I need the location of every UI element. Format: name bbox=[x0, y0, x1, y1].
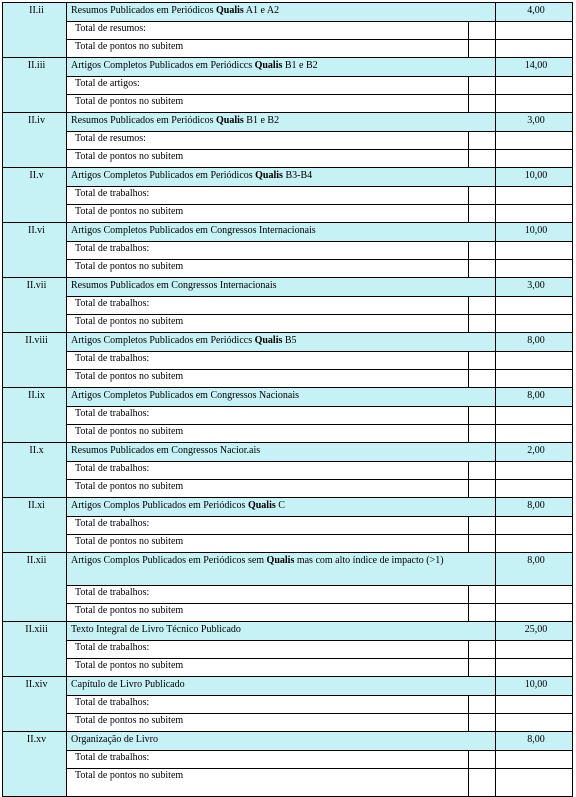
subitem-header-row bbox=[3, 443, 573, 462]
subitem-title bbox=[67, 388, 496, 407]
subitem-count-row bbox=[3, 517, 573, 535]
subitem-points-row bbox=[3, 370, 573, 388]
points-label-text: Total de pontos no subitem bbox=[75, 371, 184, 382]
count-label bbox=[67, 187, 469, 205]
subitem-header-row bbox=[3, 732, 573, 751]
points-total-cell[interactable] bbox=[496, 205, 573, 223]
subitem-title-suffix: B3-B4 bbox=[282, 170, 313, 181]
points-total-cell[interactable] bbox=[496, 535, 573, 553]
count-label-text: Total de trabalhos: bbox=[75, 642, 150, 653]
count-entry-cell[interactable] bbox=[469, 586, 496, 604]
subitem-title-text: Artigos Completos Publicados em Periódicos bbox=[71, 170, 256, 181]
count-label bbox=[67, 586, 469, 604]
subitem-title-text: Resumos Publicados em Congressos Nacior.ais bbox=[71, 445, 261, 456]
subitem-header-row bbox=[3, 333, 573, 352]
subitem-title-text: Resumos Publicados em Congressos Internacionais bbox=[71, 280, 277, 291]
subitem-code-text: II.xv bbox=[26, 734, 47, 745]
points-total-cell[interactable] bbox=[496, 260, 573, 278]
subitem-title bbox=[67, 443, 496, 462]
points-label-text: Total de pontos no subitem bbox=[75, 715, 184, 726]
subitem-code bbox=[3, 553, 67, 622]
count-entry-cell[interactable] bbox=[469, 407, 496, 425]
subitem-count-row bbox=[3, 407, 573, 425]
subitem-points-row bbox=[3, 714, 573, 732]
count-total-cell[interactable] bbox=[496, 407, 573, 425]
subitem-code-text: II.xii bbox=[26, 555, 47, 566]
points-total-cell[interactable] bbox=[496, 95, 573, 113]
subitem-code-text: II.iii bbox=[27, 60, 46, 71]
points-total-cell[interactable] bbox=[496, 480, 573, 498]
subitem-points-value: 10,00 bbox=[524, 170, 548, 181]
points-entry-cell[interactable] bbox=[469, 425, 496, 443]
count-label-text: Total de trabalhos: bbox=[75, 518, 150, 529]
subitem-code-text: II.v bbox=[29, 170, 44, 181]
count-total-cell[interactable] bbox=[496, 696, 573, 714]
points-entry-cell[interactable] bbox=[469, 604, 496, 622]
subitem-points-value: 25,00 bbox=[524, 624, 548, 635]
count-entry-cell[interactable] bbox=[469, 462, 496, 480]
count-label-text: Total de trabalhos: bbox=[75, 697, 150, 708]
count-total-cell[interactable] bbox=[496, 751, 573, 769]
subitem-code bbox=[3, 443, 67, 498]
count-label-text: Total de trabalhos: bbox=[75, 408, 150, 419]
scoring-table-body bbox=[3, 3, 573, 797]
count-total-cell[interactable] bbox=[496, 517, 573, 535]
subitem-points-value: 14,00 bbox=[524, 60, 548, 71]
points-label bbox=[67, 604, 469, 622]
count-total-cell[interactable] bbox=[496, 242, 573, 260]
subitem-points bbox=[496, 58, 573, 77]
count-total-cell[interactable] bbox=[496, 187, 573, 205]
points-label-text: Total de pontos no subitem bbox=[75, 536, 184, 547]
subitem-points bbox=[496, 622, 573, 641]
subitem-title bbox=[67, 553, 496, 586]
points-entry-cell[interactable] bbox=[469, 205, 496, 223]
subitem-title-text: Artigos Complos Publicados em Periódicos sem bbox=[71, 555, 267, 566]
subitem-title-suffix: A1 e A2 bbox=[243, 5, 280, 16]
subitem-title bbox=[67, 223, 496, 242]
count-entry-cell[interactable] bbox=[469, 22, 496, 40]
subitem-count-row bbox=[3, 586, 573, 604]
subitem-title-text: Resumos Publicados em Periódicos bbox=[71, 5, 216, 16]
subitem-points-value: 8,00 bbox=[527, 335, 545, 346]
points-label bbox=[67, 205, 469, 223]
subitem-points bbox=[496, 278, 573, 297]
subitem-title-suffix: mas com alto índice de impacto (>1) bbox=[294, 555, 444, 566]
subitem-points bbox=[496, 3, 573, 22]
count-total-cell[interactable] bbox=[496, 77, 573, 95]
subitem-title-bold: Qualis bbox=[216, 5, 244, 16]
points-label bbox=[67, 425, 469, 443]
points-label bbox=[67, 769, 469, 797]
points-label bbox=[67, 659, 469, 677]
subitem-title-suffix: B1 e B2 bbox=[282, 60, 318, 71]
subitem-title-bold: Qualis bbox=[247, 500, 276, 511]
subitem-code bbox=[3, 498, 67, 553]
count-label-text: Total de resumos: bbox=[75, 23, 146, 34]
points-label-text: Total de pontos no subitem bbox=[75, 151, 184, 162]
subitem-points-row bbox=[3, 95, 573, 113]
count-label-text: Total de trabalhos: bbox=[75, 463, 150, 474]
subitem-title-bold: Qualis bbox=[254, 60, 283, 71]
points-label-text: Total de pontos no subitem bbox=[75, 770, 184, 781]
points-entry-cell[interactable] bbox=[469, 260, 496, 278]
subitem-points bbox=[496, 113, 573, 132]
subitem-points bbox=[496, 553, 573, 586]
subitem-title-bold: Qualis bbox=[255, 170, 283, 181]
subitem-points-row bbox=[3, 480, 573, 498]
subitem-points-value: 8,00 bbox=[527, 500, 545, 511]
subitem-code-text: II.xiii bbox=[25, 624, 48, 635]
subitem-title-text: Artigos Complos Publicados em Periódicos bbox=[71, 500, 248, 511]
subitem-title bbox=[67, 168, 496, 187]
subitem-code-text: II.x bbox=[29, 445, 44, 456]
points-total-cell[interactable] bbox=[496, 40, 573, 58]
subitem-title-text: Organização de Livro bbox=[71, 734, 158, 745]
subitem-count-row bbox=[3, 641, 573, 659]
count-total-cell[interactable] bbox=[496, 641, 573, 659]
subitem-title-bold: Qualis bbox=[266, 555, 295, 566]
subitem-points bbox=[496, 388, 573, 407]
subitem-header-row bbox=[3, 498, 573, 517]
subitem-code bbox=[3, 168, 67, 223]
subitem-points-value: 3,00 bbox=[527, 115, 545, 126]
subitem-header-row bbox=[3, 622, 573, 641]
subitem-code bbox=[3, 58, 67, 113]
subitem-header-row bbox=[3, 388, 573, 407]
subitem-title-suffix: B5 bbox=[282, 335, 297, 346]
count-label bbox=[67, 352, 469, 370]
points-total-cell[interactable] bbox=[496, 659, 573, 677]
count-label bbox=[67, 77, 469, 95]
subitem-count-row bbox=[3, 242, 573, 260]
subitem-title-bold: Qualis bbox=[254, 335, 283, 346]
subitem-points-value: 8,00 bbox=[527, 555, 545, 566]
count-total-cell[interactable] bbox=[496, 132, 573, 150]
subitem-title-text: Texto Integral de Livro Técnico Publicado bbox=[71, 624, 241, 635]
subitem-points-value: 10,00 bbox=[524, 679, 548, 690]
subitem-code bbox=[3, 278, 67, 333]
points-entry-cell[interactable] bbox=[469, 370, 496, 388]
subitem-header-row bbox=[3, 278, 573, 297]
subitem-code-text: II.xi bbox=[28, 500, 45, 511]
subitem-title-text: Artigos Completos Publicados em Periódiccs bbox=[71, 335, 255, 346]
count-label-text: Total de trabalhos: bbox=[75, 243, 150, 254]
subitem-count-row bbox=[3, 696, 573, 714]
points-total-cell[interactable] bbox=[496, 769, 573, 797]
subitem-code-text: II.iv bbox=[28, 115, 45, 126]
points-label bbox=[67, 150, 469, 168]
points-label-text: Total de pontos no subitem bbox=[75, 206, 184, 217]
subitem-header-row bbox=[3, 553, 573, 586]
count-label bbox=[67, 297, 469, 315]
subitem-title bbox=[67, 732, 496, 751]
subitem-title-text: Artigos Completos Publicados em Congressos Nacionais bbox=[71, 390, 300, 401]
subitem-code-text: II.ii bbox=[29, 5, 44, 16]
count-entry-cell[interactable] bbox=[469, 132, 496, 150]
count-entry-cell[interactable] bbox=[469, 641, 496, 659]
count-label-text: Total de trabalhos: bbox=[75, 298, 150, 309]
subitem-count-row bbox=[3, 352, 573, 370]
subitem-points-row bbox=[3, 150, 573, 168]
subitem-code-text: II.vi bbox=[28, 225, 45, 236]
subitem-code-text: II.vii bbox=[26, 280, 47, 291]
subitem-points-row bbox=[3, 769, 573, 797]
points-label bbox=[67, 714, 469, 732]
points-label bbox=[67, 315, 469, 333]
subitem-points-row bbox=[3, 205, 573, 223]
count-label bbox=[67, 517, 469, 535]
subitem-title-text: Artigos Completos Publicados em Congressos Internacionais bbox=[71, 225, 316, 236]
count-total-cell[interactable] bbox=[496, 297, 573, 315]
subitem-code bbox=[3, 3, 67, 58]
subitem-points bbox=[496, 168, 573, 187]
subitem-header-row bbox=[3, 168, 573, 187]
subitem-header-row bbox=[3, 677, 573, 696]
subitem-points bbox=[496, 223, 573, 242]
points-entry-cell[interactable] bbox=[469, 714, 496, 732]
points-label-text: Total de pontos no subitem bbox=[75, 605, 184, 616]
subitem-code bbox=[3, 223, 67, 278]
subitem-count-row bbox=[3, 297, 573, 315]
count-label-text: Total de trabalhos: bbox=[75, 587, 150, 598]
subitem-points-row bbox=[3, 40, 573, 58]
points-label-text: Total de pontos no subitem bbox=[75, 261, 184, 272]
subitem-code-text: II.xiv bbox=[25, 679, 48, 690]
count-label-text: Total de trabalhos: bbox=[75, 188, 150, 199]
subitem-points-row bbox=[3, 535, 573, 553]
points-label-text: Total de pontos no subitem bbox=[75, 426, 184, 437]
subitem-points bbox=[496, 443, 573, 462]
points-label-text: Total de pontos no subitem bbox=[75, 316, 184, 327]
subitem-title bbox=[67, 113, 496, 132]
subitem-count-row bbox=[3, 462, 573, 480]
count-entry-cell[interactable] bbox=[469, 297, 496, 315]
points-label bbox=[67, 370, 469, 388]
points-total-cell[interactable] bbox=[496, 150, 573, 168]
subitem-points-row bbox=[3, 260, 573, 278]
subitem-count-row bbox=[3, 77, 573, 95]
points-label bbox=[67, 95, 469, 113]
points-label-text: Total de pontos no subitem bbox=[75, 96, 184, 107]
subitem-header-row bbox=[3, 58, 573, 77]
subitem-points-value: 8,00 bbox=[527, 390, 545, 401]
points-label bbox=[67, 260, 469, 278]
count-label-text: Total de trabalhos: bbox=[75, 353, 150, 364]
subitem-title bbox=[67, 333, 496, 352]
count-total-cell[interactable] bbox=[496, 586, 573, 604]
subitem-code bbox=[3, 388, 67, 443]
points-entry-cell[interactable] bbox=[469, 769, 496, 797]
subitem-points-row bbox=[3, 315, 573, 333]
points-entry-cell[interactable] bbox=[469, 480, 496, 498]
points-total-cell[interactable] bbox=[496, 315, 573, 333]
subitem-count-row bbox=[3, 187, 573, 205]
points-total-cell[interactable] bbox=[496, 425, 573, 443]
count-label bbox=[67, 22, 469, 40]
subitem-header-row bbox=[3, 3, 573, 22]
subitem-title-suffix: B1 e B2 bbox=[243, 115, 280, 126]
points-entry-cell[interactable] bbox=[469, 40, 496, 58]
count-total-cell[interactable] bbox=[496, 352, 573, 370]
subitem-points bbox=[496, 677, 573, 696]
count-label-text: Total de artigos: bbox=[75, 78, 140, 89]
subitem-title bbox=[67, 677, 496, 696]
count-entry-cell[interactable] bbox=[469, 517, 496, 535]
points-entry-cell[interactable] bbox=[469, 535, 496, 553]
count-label bbox=[67, 242, 469, 260]
subitem-code bbox=[3, 333, 67, 388]
subitem-title bbox=[67, 278, 496, 297]
points-total-cell[interactable] bbox=[496, 604, 573, 622]
subitem-points-row bbox=[3, 425, 573, 443]
count-label-text: Total de resumos: bbox=[75, 133, 146, 144]
subitem-points bbox=[496, 333, 573, 352]
count-entry-cell[interactable] bbox=[469, 242, 496, 260]
subitem-title bbox=[67, 3, 496, 22]
subitem-code-text: II.ix bbox=[28, 390, 45, 401]
subitem-header-row bbox=[3, 223, 573, 242]
subitem-count-row bbox=[3, 132, 573, 150]
subitem-code bbox=[3, 113, 67, 168]
subitem-points-value: 8,00 bbox=[527, 734, 545, 745]
points-label bbox=[67, 535, 469, 553]
count-label-text: Total de trabalhos: bbox=[75, 752, 150, 763]
points-label bbox=[67, 40, 469, 58]
count-entry-cell[interactable] bbox=[469, 751, 496, 769]
subitem-points-row bbox=[3, 659, 573, 677]
subitem-points bbox=[496, 498, 573, 517]
subitem-header-row bbox=[3, 113, 573, 132]
count-label bbox=[67, 132, 469, 150]
subitem-count-row bbox=[3, 22, 573, 40]
subitem-points-value: 2,00 bbox=[527, 445, 545, 456]
subitem-code bbox=[3, 622, 67, 677]
subitem-points-value: 4,00 bbox=[527, 5, 545, 16]
subitem-title bbox=[67, 622, 496, 641]
subitem-title-text: Capítulo de Livro Publicado bbox=[71, 679, 185, 690]
subitem-points-value: 10,00 bbox=[524, 225, 548, 236]
count-entry-cell[interactable] bbox=[469, 187, 496, 205]
points-label bbox=[67, 480, 469, 498]
points-total-cell[interactable] bbox=[496, 714, 573, 732]
points-entry-cell[interactable] bbox=[469, 150, 496, 168]
count-entry-cell[interactable] bbox=[469, 696, 496, 714]
subitem-code bbox=[3, 732, 67, 797]
points-label-text: Total de pontos no subitem bbox=[75, 481, 184, 492]
count-label bbox=[67, 696, 469, 714]
count-total-cell[interactable] bbox=[496, 462, 573, 480]
subitem-code bbox=[3, 677, 67, 732]
count-entry-cell[interactable] bbox=[469, 352, 496, 370]
subitem-code-text: II.viii bbox=[25, 335, 48, 346]
subitem-count-row bbox=[3, 751, 573, 769]
points-entry-cell[interactable] bbox=[469, 315, 496, 333]
count-entry-cell[interactable] bbox=[469, 77, 496, 95]
count-label bbox=[67, 751, 469, 769]
count-label bbox=[67, 407, 469, 425]
points-label-text: Total de pontos no subitem bbox=[75, 41, 184, 52]
count-label bbox=[67, 462, 469, 480]
subitem-title-text: Resumos Publicados em Periódicos bbox=[71, 115, 216, 126]
subitem-title-bold: Qualis bbox=[216, 115, 244, 126]
count-label bbox=[67, 641, 469, 659]
count-total-cell[interactable] bbox=[496, 22, 573, 40]
subitem-title-text: Artigos Completos Publicados em Periódiccs bbox=[71, 60, 255, 71]
scoring-table bbox=[2, 2, 573, 797]
subitem-title bbox=[67, 58, 496, 77]
points-entry-cell[interactable] bbox=[469, 95, 496, 113]
subitem-title bbox=[67, 498, 496, 517]
points-total-cell[interactable] bbox=[496, 370, 573, 388]
points-label-text: Total de pontos no subitem bbox=[75, 660, 184, 671]
subitem-points-value: 3,00 bbox=[527, 280, 545, 291]
subitem-title-suffix: C bbox=[275, 500, 285, 511]
points-entry-cell[interactable] bbox=[469, 659, 496, 677]
subitem-points-row bbox=[3, 604, 573, 622]
subitem-points bbox=[496, 732, 573, 751]
